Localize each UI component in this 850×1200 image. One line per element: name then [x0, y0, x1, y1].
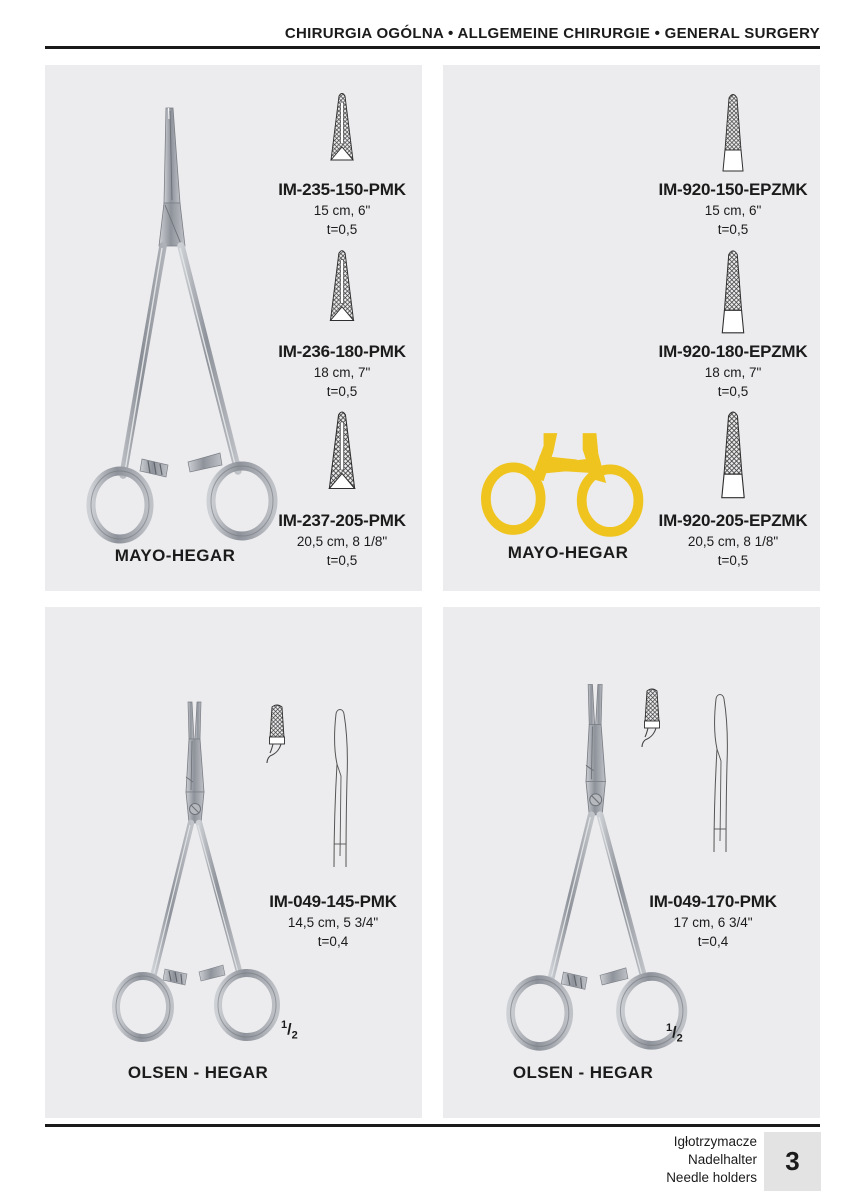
product-size: 17 cm, 6 3/4": [673, 915, 753, 930]
page-title: CHIRURGIA OGÓLNA • ALLGEMEINE CHIRURGIE • GENERAL SURGERY: [284, 25, 820, 42]
jaw-tip-illustration: [321, 246, 363, 332]
fraction-numerator: 1: [281, 1019, 288, 1031]
product-thickness: t=0,5: [326, 222, 358, 237]
product-thickness: t=0,4: [317, 934, 349, 949]
fraction-separator: /: [287, 1021, 292, 1039]
product-size: 18 cm, 7": [313, 365, 371, 380]
olsen-hegar-needle-holder-illustration: [488, 679, 698, 1067]
jaw-tip-side-illustration: [638, 687, 666, 751]
fraction-separator: /: [672, 1024, 677, 1042]
jaw-tip-side-illustration: [263, 703, 291, 767]
panel-mayo-hegar-standard: [45, 65, 422, 591]
scissor-blade-outline-illustration: [705, 687, 735, 861]
header-rule: [45, 46, 820, 49]
product-size: 20,5 cm, 8 1/8": [296, 534, 388, 549]
product-size: 18 cm, 7": [704, 365, 762, 380]
scale-fraction: [281, 1019, 298, 1042]
instrument-name-label: OLSEN - HEGAR: [127, 1063, 269, 1082]
product-entry: [213, 888, 453, 949]
product-entry: [232, 407, 452, 568]
product-entry: [593, 888, 833, 949]
product-size: 15 cm, 6": [313, 203, 371, 218]
product-size: 14,5 cm, 5 3/4": [287, 915, 379, 930]
product-thickness: t=0,5: [326, 384, 358, 399]
product-code: IM-920-205-EPZMK: [658, 511, 808, 530]
instrument-name-label: MAYO-HEGAR: [507, 543, 629, 562]
product-code: IM-235-150-PMK: [278, 180, 406, 199]
product-code: IM-237-205-PMK: [278, 511, 406, 530]
jaw-tip-illustration: [319, 407, 365, 501]
product-entry: [232, 246, 452, 399]
footer-category-pl: Igłotrzymacze: [673, 1134, 757, 1149]
instrument-name-label: MAYO-HEGAR: [114, 546, 236, 565]
product-thickness: t=0,5: [717, 222, 749, 237]
product-entry: [623, 246, 843, 399]
footer-category-en: Needle holders: [666, 1170, 757, 1185]
fraction-denominator: 2: [676, 1032, 683, 1045]
product-code: IM-236-180-PMK: [278, 342, 406, 361]
product-code: IM-920-180-EPZMK: [658, 342, 808, 361]
footer-rule: [45, 1124, 820, 1127]
scale-fraction: [666, 1022, 683, 1045]
product-size: 20,5 cm, 8 1/8": [687, 534, 779, 549]
product-entry: [232, 90, 452, 237]
footer-category-de: Nadelhalter: [687, 1152, 757, 1167]
fraction-numerator: 1: [666, 1022, 673, 1034]
product-entry: [623, 90, 843, 237]
jaw-tip-illustration: [712, 90, 754, 174]
product-thickness: t=0,5: [717, 384, 749, 399]
panel-olsen-hegar-145: [45, 607, 422, 1118]
product-code: IM-920-150-EPZMK: [658, 180, 808, 199]
panel-olsen-hegar-170: [443, 607, 820, 1118]
jaw-tip-illustration: [322, 90, 362, 170]
fraction-denominator: 2: [291, 1029, 298, 1042]
jaw-tip-illustration: [711, 246, 755, 336]
panel-mayo-hegar-gold: [443, 65, 820, 591]
footer-category-labels: [45, 1133, 757, 1187]
jaw-tip-illustration: [710, 407, 756, 501]
product-thickness: t=0,5: [717, 553, 749, 568]
page-number: 3: [785, 1146, 800, 1176]
product-thickness: t=0,5: [326, 553, 358, 568]
product-thickness: t=0,4: [697, 934, 729, 949]
scissor-blade-outline-illustration: [325, 703, 355, 875]
page-number-box: [764, 1132, 821, 1191]
product-size: 15 cm, 6": [704, 203, 762, 218]
olsen-hegar-needle-holder-illustration: [95, 697, 290, 1057]
instrument-name-label: OLSEN - HEGAR: [512, 1063, 654, 1082]
product-code: IM-049-145-PMK: [269, 892, 397, 911]
product-code: IM-049-170-PMK: [649, 892, 777, 911]
